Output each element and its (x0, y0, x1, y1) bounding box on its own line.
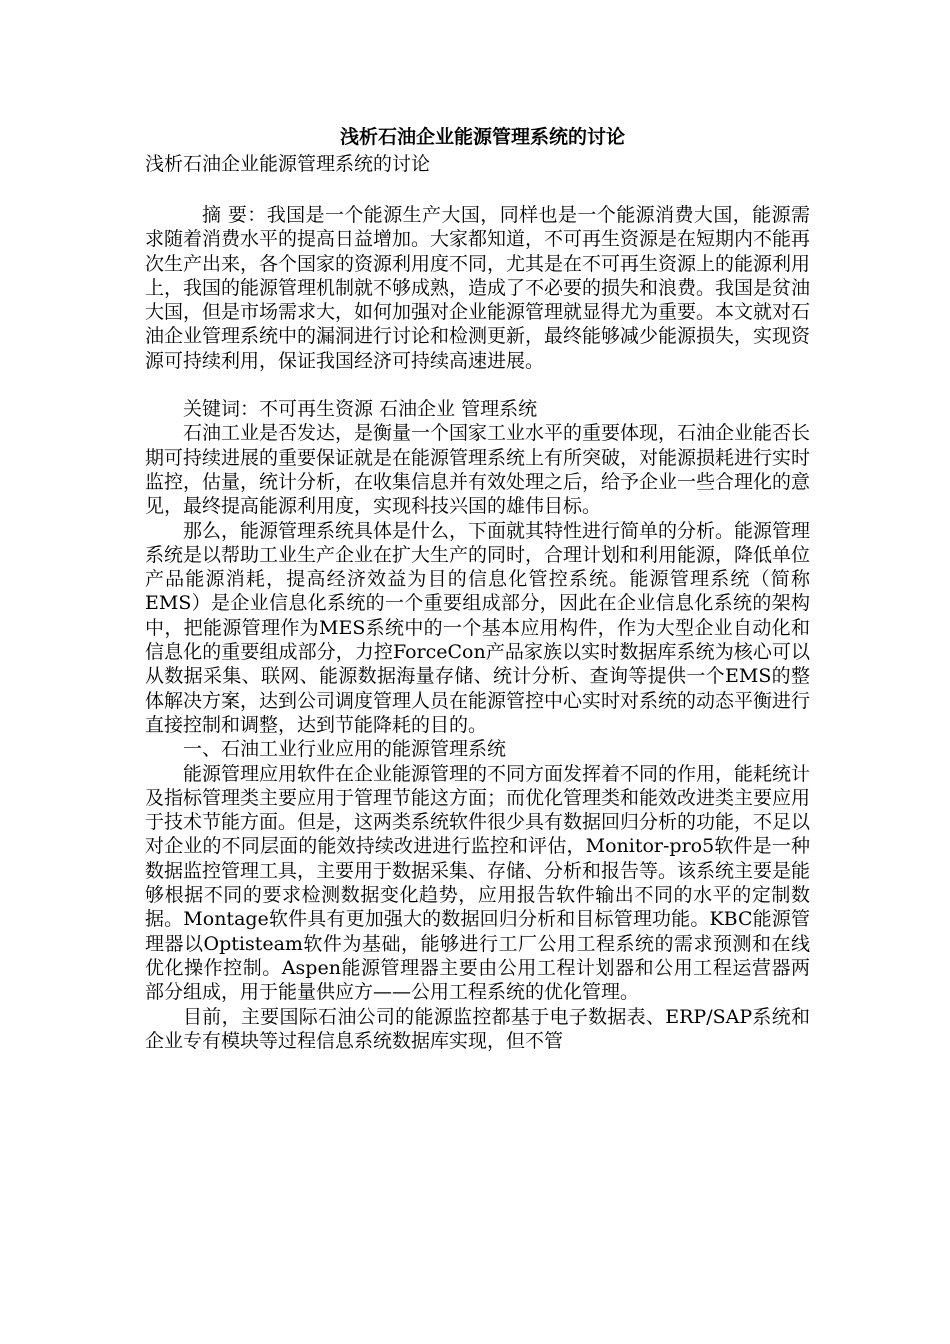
section-heading: 一、石油工业行业应用的能源管理系统 (183, 738, 507, 761)
document-title: 浅析石油企业能源管理系统的讨论 (339, 126, 625, 148)
body-paragraph: 能源管理应用软件在企业能源管理的不同方面发挥着不同的作用，能耗统计及指标管理类主要应用于管理节能这方面；而优化管理类和能效改进类主要应用于技术节能方面。但是，这两类系统软件很少具有数据回归分析的功能，不足以对企业的不同层面的能效持续改进进行监控和评估，Monitor-pro5软件是一种数据监控管理工具，主要用于数据采集、存储、分析和报告等。该系统主要是能够根据不同的要求检测数据变化趋势，应用报告软件输出不同的水平的定制数据。Montage软件具有更加强大的数据回归分析和目标管理功能。KBC能源管理器以Optisteam软件为基础，能够进行工厂公用工程系统的需求预测和在线优化操作控制。Aspen能源管理器主要由公用工程计划器和公用工程运营器两部分组成，用于能量供应方——公用工程系统的优化管理。 (145, 762, 811, 1004)
body-paragraph: 目前，主要国际石油公司的能源监控都基于电子数据表、ERP/SAP系统和企业专有模块等过程信息系统数据库实现，但不管 (145, 1005, 810, 1052)
body-paragraph: 石油工业是否发达，是衡量一个国家工业水平的重要体现，石油企业能否长期可持续进展的重要保证就是在能源管理系统上有所突破，对能源损耗进行实时监控，估量，统计分析，在收集信息并有效处理之后，给予企业一些合理化的意见，最终提高能源利用度，实现科技兴国的雄伟目标。 (145, 422, 811, 518)
keywords-line: 关键词：不可再生资源 石油企业 管理系统 (183, 398, 538, 421)
abstract-paragraph: 摘 要：我国是一个能源生产大国，同样也是一个能源消费大国，能源需求随着消费水平的提高日益增加。大家都知道，不可再生资源是在短期内不能再次生产出来，各个国家的资源利用度不同，尤其是在不可再生资源上的能源利用上，我国的能源管理机制就不够成熟，造成了不必要的损失和浪费。我国是贫油大国，但是市场需求大，如何加强对企业能源管理就显得尤为重要。本文就对石油企业管理系统中的漏洞进行讨论和检测更新，最终能够减少能源损失，实现资源可持续利用，保证我国经济可持续高速进展。 (145, 204, 811, 372)
document-body (145, 124, 810, 1053)
body-paragraph: 那么，能源管理系统具体是什么，下面就其特性进行简单的分析。能源管理系统是以帮助工业生产企业在扩大生产的同时，合理计划和利用能源，降低单位产品能源消耗，提高经济效益为目的信息化管控系统。能源管理系统（简称EMS）是企业信息化系统的一个重要组成部分，因此在企业信息化系统的架构中，把能源管理作为MES系统中的一个基本应用构件，作为大型企业自动化和信息化的重要组成部分，力控ForceCon产品家族以实时数据库系统为核心可以从数据采集、联网、能源数据海量存储、统计分析、查询等提供一个EMS的整体解决方案，达到公司调度管理人员在能源管控中心实时对系统的动态平衡进行直接控制和调整，达到节能降耗的目的。 (145, 519, 811, 736)
paragraph-gap (145, 373, 810, 397)
document-subtitle: 浅析石油企业能源管理系统的讨论 (145, 153, 431, 175)
